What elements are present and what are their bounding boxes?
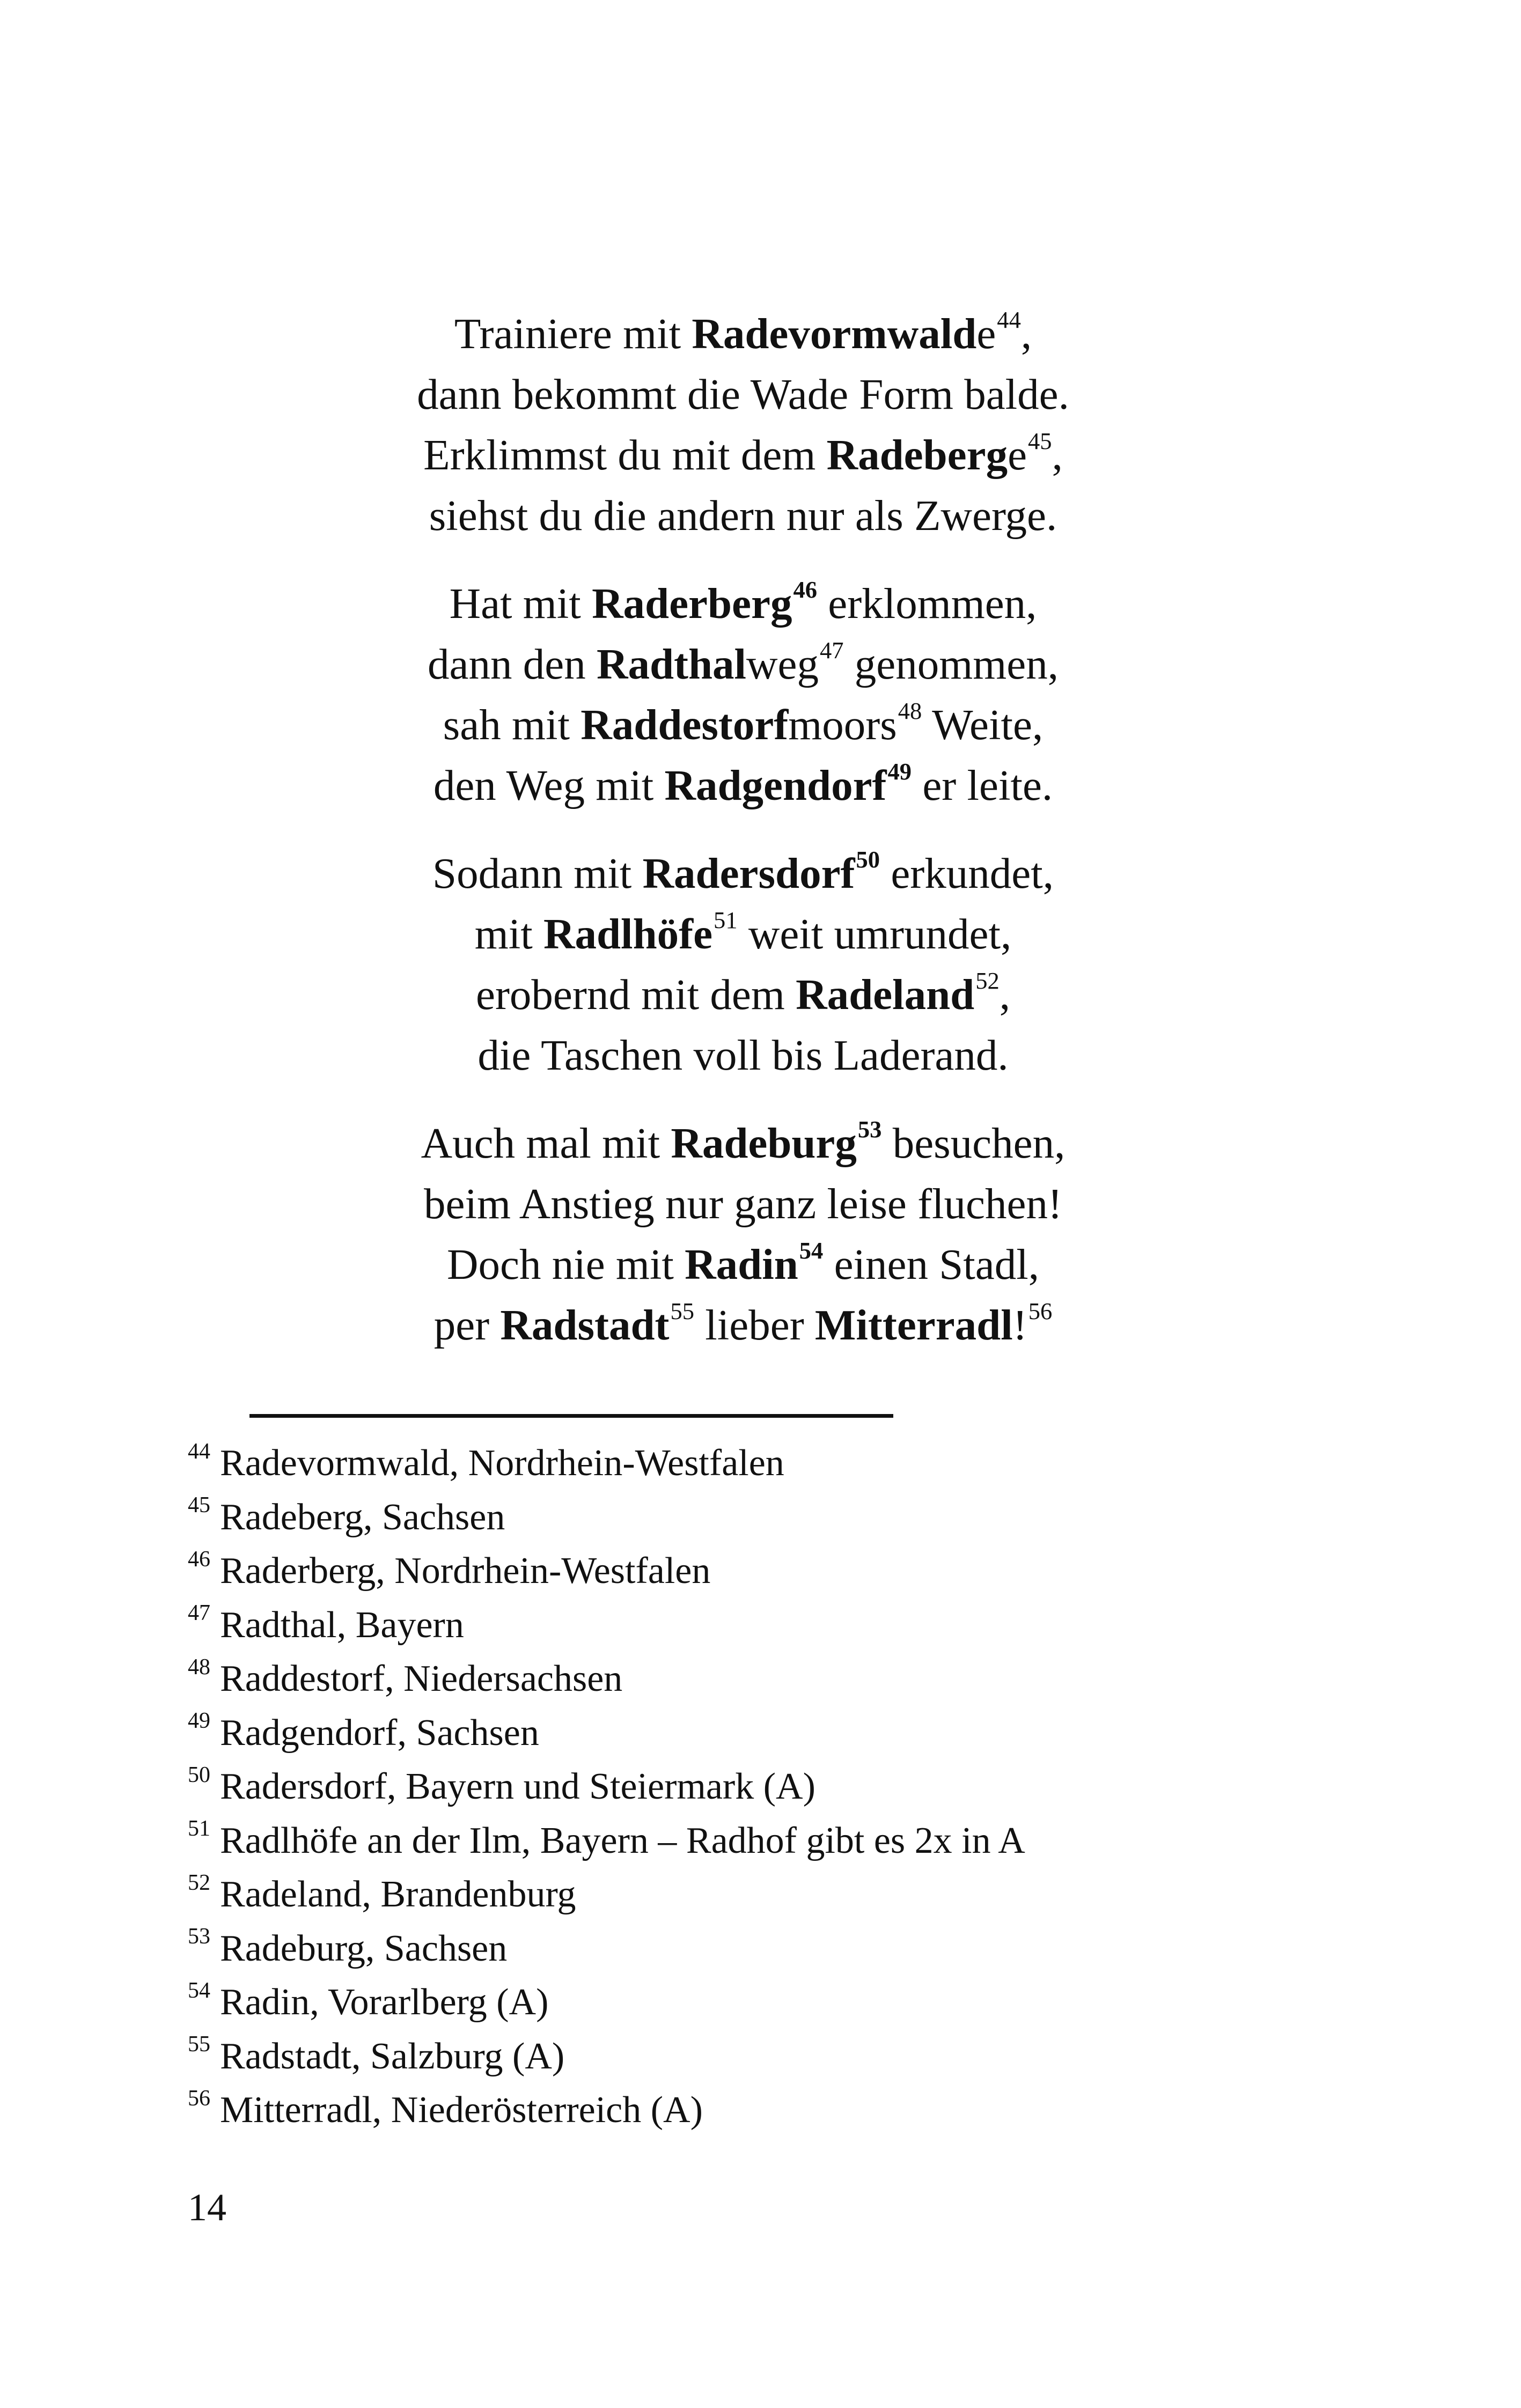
footnote — [188, 1706, 1368, 1761]
footnote-ref: 53 — [857, 1116, 882, 1143]
poem-line — [188, 634, 1298, 695]
poem-line — [188, 1295, 1298, 1356]
place-name: Radeburg — [671, 1119, 857, 1167]
line-text: lieber — [694, 1301, 815, 1349]
footnote — [188, 1544, 1368, 1599]
line-text: genommen, — [843, 640, 1059, 688]
poem-line — [188, 964, 1298, 1025]
place-name: Mitterradl — [814, 1301, 1013, 1349]
footnote-number: 54 — [188, 1978, 210, 2003]
footnote-ref: 47 — [819, 637, 844, 664]
footnote-number: 48 — [188, 1654, 210, 1680]
line-text: weit umrundet, — [737, 910, 1012, 958]
line-text: Auch mal mit — [421, 1119, 671, 1167]
footnote-ref: 50 — [856, 846, 880, 873]
line-text: mit — [474, 910, 544, 958]
place-name: Radevormwald — [692, 310, 977, 358]
line-text: beim Anstieg nur ganz leise fluchen! — [424, 1180, 1062, 1228]
line-text: einen Stadl, — [823, 1240, 1039, 1288]
poem-line — [188, 304, 1298, 364]
footnote-number: 56 — [188, 2086, 210, 2111]
poem-line — [188, 1174, 1298, 1234]
place-name: Raderberg — [592, 579, 792, 628]
footnote-text: Mitterradl, Niederösterreich (A) — [220, 2089, 703, 2131]
footnote — [188, 1652, 1368, 1706]
place-name: Radstadt — [500, 1301, 670, 1349]
footnote-text: Radlhöfe an der Ilm, Bayern – Radhof gibt es 2x in A — [220, 1820, 1025, 1861]
line-text: siehst du die andern nur als Zwerge. — [429, 491, 1057, 540]
line-text: Erklimmst du mit dem — [423, 431, 827, 479]
footnote-text: Radevormwald, Nordrhein-Westfalen — [220, 1442, 784, 1484]
footnote — [188, 1976, 1368, 2030]
line-text: , — [1020, 310, 1032, 358]
poem-line — [188, 573, 1298, 634]
footnote-text: Radeberg, Sachsen — [220, 1496, 505, 1538]
place-name: Radin — [685, 1240, 798, 1288]
footnote-text: Raddestorf, Niedersachsen — [220, 1658, 623, 1699]
poem-line — [188, 695, 1298, 755]
stanza-2 — [188, 573, 1298, 816]
footnote-ref: 44 — [997, 306, 1021, 334]
line-text: Hat mit — [449, 579, 592, 628]
footnote-ref: 51 — [714, 907, 738, 934]
footnote-text: Radstadt, Salzburg (A) — [220, 2035, 565, 2077]
place-name: Radeberg — [826, 431, 1008, 479]
footnote-number: 55 — [188, 2032, 210, 2057]
footnote-separator — [249, 1414, 893, 1418]
line-text: Trainiere mit — [454, 310, 692, 358]
poem-line — [188, 843, 1298, 904]
line-text: Weite, — [922, 701, 1044, 749]
line-text: weg — [746, 640, 819, 688]
footnote-number: 52 — [188, 1870, 210, 1895]
line-text: dann bekommt die Wade Form balde. — [417, 370, 1069, 418]
footnote — [188, 1491, 1368, 1545]
footnote-number: 51 — [188, 1816, 210, 1841]
line-text: erklommen, — [817, 579, 1037, 628]
stanza-4 — [188, 1113, 1298, 1356]
footnote-text: Radgendorf, Sachsen — [220, 1712, 539, 1754]
footnote-number: 49 — [188, 1709, 210, 1733]
line-text: moors — [788, 701, 897, 749]
stanza-1 — [188, 304, 1298, 546]
footnote-ref: 52 — [975, 967, 1000, 995]
line-text: e — [1008, 431, 1027, 479]
place-name: Radthal — [596, 640, 747, 688]
footnote — [188, 1760, 1368, 1814]
poem-line — [188, 755, 1298, 816]
line-text: , — [999, 970, 1010, 1019]
footnote-number: 46 — [188, 1547, 210, 1572]
footnote-ref: 49 — [887, 758, 912, 785]
place-name: Radlhöfe — [543, 910, 713, 958]
place-name: Raddestorf — [581, 701, 789, 749]
footnote-ref: 45 — [1028, 428, 1052, 455]
footnote — [188, 1437, 1368, 1491]
footnote-number: 53 — [188, 1924, 210, 1949]
line-text: sah mit — [443, 701, 581, 749]
poem — [188, 304, 1298, 1383]
footnote-ref: 55 — [670, 1298, 695, 1325]
footnote — [188, 1814, 1368, 1868]
line-text: Sodann mit — [432, 849, 643, 897]
line-text: erkundet, — [880, 849, 1054, 897]
footnote-text: Radersdorf, Bayern und Steiermark (A) — [220, 1766, 815, 1807]
line-text: den Weg mit — [433, 761, 665, 809]
line-text: erobernd mit dem — [476, 970, 796, 1019]
footnote-text: Radeburg, Sachsen — [220, 1927, 508, 1969]
footnote-ref: 54 — [799, 1237, 824, 1264]
line-text: er leite. — [912, 761, 1053, 809]
line-text: ! — [1012, 1301, 1027, 1349]
stanza-3 — [188, 843, 1298, 1086]
poem-line — [188, 1113, 1298, 1174]
footnote — [188, 2083, 1368, 2138]
line-text: Doch nie mit — [447, 1240, 685, 1288]
line-text: , — [1052, 431, 1063, 479]
footnote-ref: 48 — [898, 697, 922, 725]
line-text: die Taschen voll bis Laderand. — [477, 1031, 1009, 1079]
footnote-number: 47 — [188, 1601, 210, 1625]
page-number: 14 — [188, 2186, 226, 2229]
footnotes — [188, 1437, 1368, 2138]
footnote — [188, 1922, 1368, 1976]
footnote-text: Radeland, Brandenburg — [220, 1874, 576, 1915]
footnote-text: Radthal, Bayern — [220, 1604, 464, 1646]
poem-line — [188, 1025, 1298, 1086]
line-text: per — [433, 1301, 501, 1349]
footnote-text: Radin, Vorarlberg (A) — [220, 1982, 549, 2023]
place-name: Radeland — [796, 970, 975, 1019]
footnote-ref: 46 — [793, 576, 818, 603]
place-name: Radersdorf — [642, 849, 855, 897]
footnote-ref: 56 — [1028, 1298, 1053, 1325]
poem-line — [188, 904, 1298, 964]
footnote — [188, 2030, 1368, 2084]
place-name: Radgendorf — [664, 761, 887, 809]
footnote-number: 50 — [188, 1762, 210, 1787]
poem-line — [188, 425, 1298, 485]
footnote-number: 44 — [188, 1439, 210, 1464]
poem-line — [188, 1234, 1298, 1295]
poem-line — [188, 364, 1298, 425]
footnote-text: Raderberg, Nordrhein-Westfalen — [220, 1550, 711, 1592]
line-text: e — [976, 310, 996, 358]
footnote — [188, 1868, 1368, 1922]
line-text: besuchen, — [881, 1119, 1066, 1167]
poem-line — [188, 485, 1298, 546]
footnote-number: 45 — [188, 1493, 210, 1518]
line-text: dann den — [428, 640, 597, 688]
footnote — [188, 1599, 1368, 1653]
